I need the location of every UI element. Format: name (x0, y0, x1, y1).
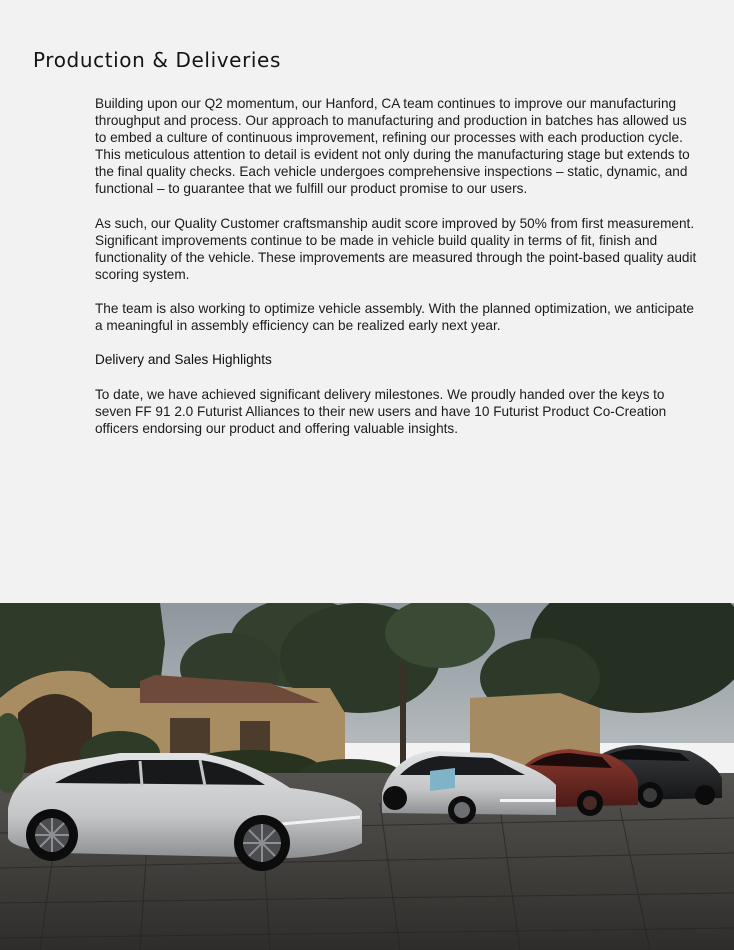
paragraph-assembly-optimization: The team is also working to optimize vehicle assembly. With the planned optimization, we anticipate a meaningful in assembly efficiency can be realized early next year. (95, 301, 694, 334)
paragraph-quality-audit: As such, our Quality Customer craftsmanship audit score improved by 50% from first measurement. Significant improvements continue to be made in vehicle build quality in terms of fit, finish and functionality of the vehicle. These improvements are measured through the point-based quality audit scoring system. (95, 215, 697, 282)
paragraph-delivery-milestones: To date, we have achieved significant delivery milestones. We proudly handed over the keys to seven FF 91 2.0 Futurist Alliances to their new users and have 10 Futurist Product Co-Creation officers endorsing our product and offering valuable insights. (95, 386, 667, 436)
vehicle-lineup-photo (0, 603, 734, 950)
page-title: Production & Deliveries (33, 48, 281, 72)
body-copy (95, 95, 701, 454)
section-subheading: Delivery and Sales Highlights (95, 352, 272, 368)
paragraph-production-process: Building upon our Q2 momentum, our Hanford, CA team continues to improve our manufacturing throughput and process. Our approach to manufacturing and production in batches has allowed us to embed a culture of continuous improvement, refining our processes with each production cycle. This meticulous attention to detail is evident not only during the manufacturing stage but extends to the final quality checks. Each vehicle undergoes comprehensive inspections – static, dynamic, and functional – to guarantee that we fulfill our product promise to our users. (95, 96, 690, 197)
